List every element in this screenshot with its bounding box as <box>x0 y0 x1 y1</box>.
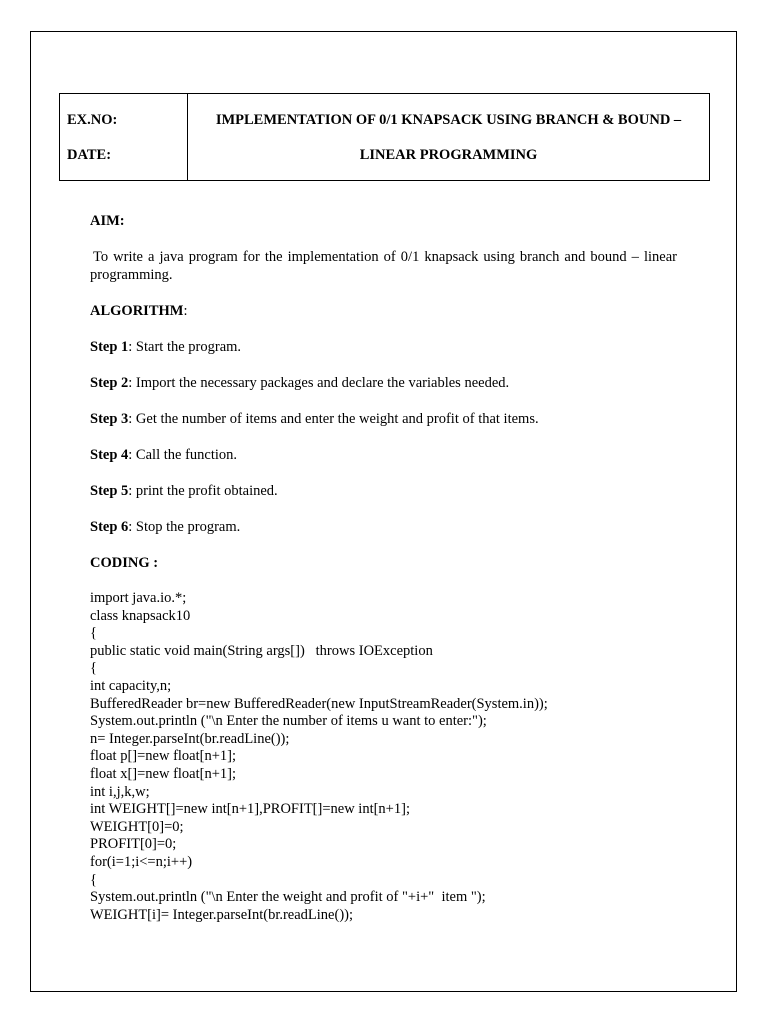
exno-label: EX.NO: <box>67 112 118 128</box>
code-line: class knapsack10 <box>90 607 191 624</box>
step-label: Step 3 <box>90 411 129 427</box>
header-divider <box>187 93 188 181</box>
step-item <box>90 410 677 428</box>
code-line: float p[]=new float[n+1]; <box>90 748 236 765</box>
code-line: System.out.println ("\n Enter the number of items u want to enter:"); <box>90 713 487 730</box>
step-item <box>90 338 677 356</box>
step-item <box>90 482 677 500</box>
code-block <box>90 590 677 924</box>
title-line-2: LINEAR PROGRAMMING <box>359 147 538 163</box>
code-line: { <box>90 625 97 642</box>
code-line: int i,j,k,w; <box>90 783 150 800</box>
algorithm-heading <box>90 302 677 320</box>
document-body <box>90 212 677 924</box>
code-line: for(i=1;i<=n;i++) <box>90 853 193 870</box>
code-line: n= Integer.parseInt(br.readLine()); <box>90 730 290 747</box>
step-item <box>90 374 677 392</box>
step-text: : Stop the program. <box>128 519 241 535</box>
coding-heading: CODING : <box>90 555 159 571</box>
step-text: : Import the necessary packages and declare the variables needed. <box>128 375 510 391</box>
step-text: : print the profit obtained. <box>128 483 278 499</box>
step-label: Step 4 <box>90 447 129 463</box>
aim-heading: AIM: <box>90 213 125 229</box>
code-line: WEIGHT[0]=0; <box>90 818 184 835</box>
step-item <box>90 518 677 536</box>
code-line: System.out.println ("\n Enter the weight and profit of "+i+" item "); <box>90 889 486 906</box>
code-line: BufferedReader br=new BufferedReader(new InputStreamReader(System.in)); <box>90 695 548 712</box>
step-label: Step 5 <box>90 483 129 499</box>
step-text: : Get the number of items and enter the weight and profit of that items. <box>128 411 539 427</box>
code-line: PROFIT[0]=0; <box>90 836 177 853</box>
code-line: { <box>90 660 97 677</box>
algorithm-heading-colon: : <box>183 303 188 319</box>
code-line: int capacity,n; <box>90 677 172 694</box>
title-line-1: IMPLEMENTATION OF 0/1 KNAPSACK USING BRANCH & BOUND – <box>215 112 682 128</box>
step-label: Step 1 <box>90 339 129 355</box>
code-line: public static void main(String args[]) throws IOException <box>90 642 433 659</box>
step-text: : Call the function. <box>128 447 238 463</box>
code-line: import java.io.*; <box>90 590 187 606</box>
code-line: WEIGHT[i]= Integer.parseInt(br.readLine()); <box>90 906 354 923</box>
aim-text: To write a java program for the implementation of 0/1 knapsack using branch and bound – linear programming. <box>90 249 677 283</box>
date-label: DATE: <box>67 147 112 163</box>
step-text: : Start the program. <box>128 339 242 355</box>
code-line: float x[]=new float[n+1]; <box>90 765 236 782</box>
step-label: Step 2 <box>90 375 129 391</box>
step-label: Step 6 <box>90 519 129 535</box>
header-table <box>59 93 710 181</box>
code-line: { <box>90 871 97 888</box>
step-item <box>90 446 677 464</box>
code-line: int WEIGHT[]=new int[n+1],PROFIT[]=new int[n+1]; <box>90 801 410 818</box>
algorithm-heading-label: ALGORITHM <box>90 303 184 319</box>
